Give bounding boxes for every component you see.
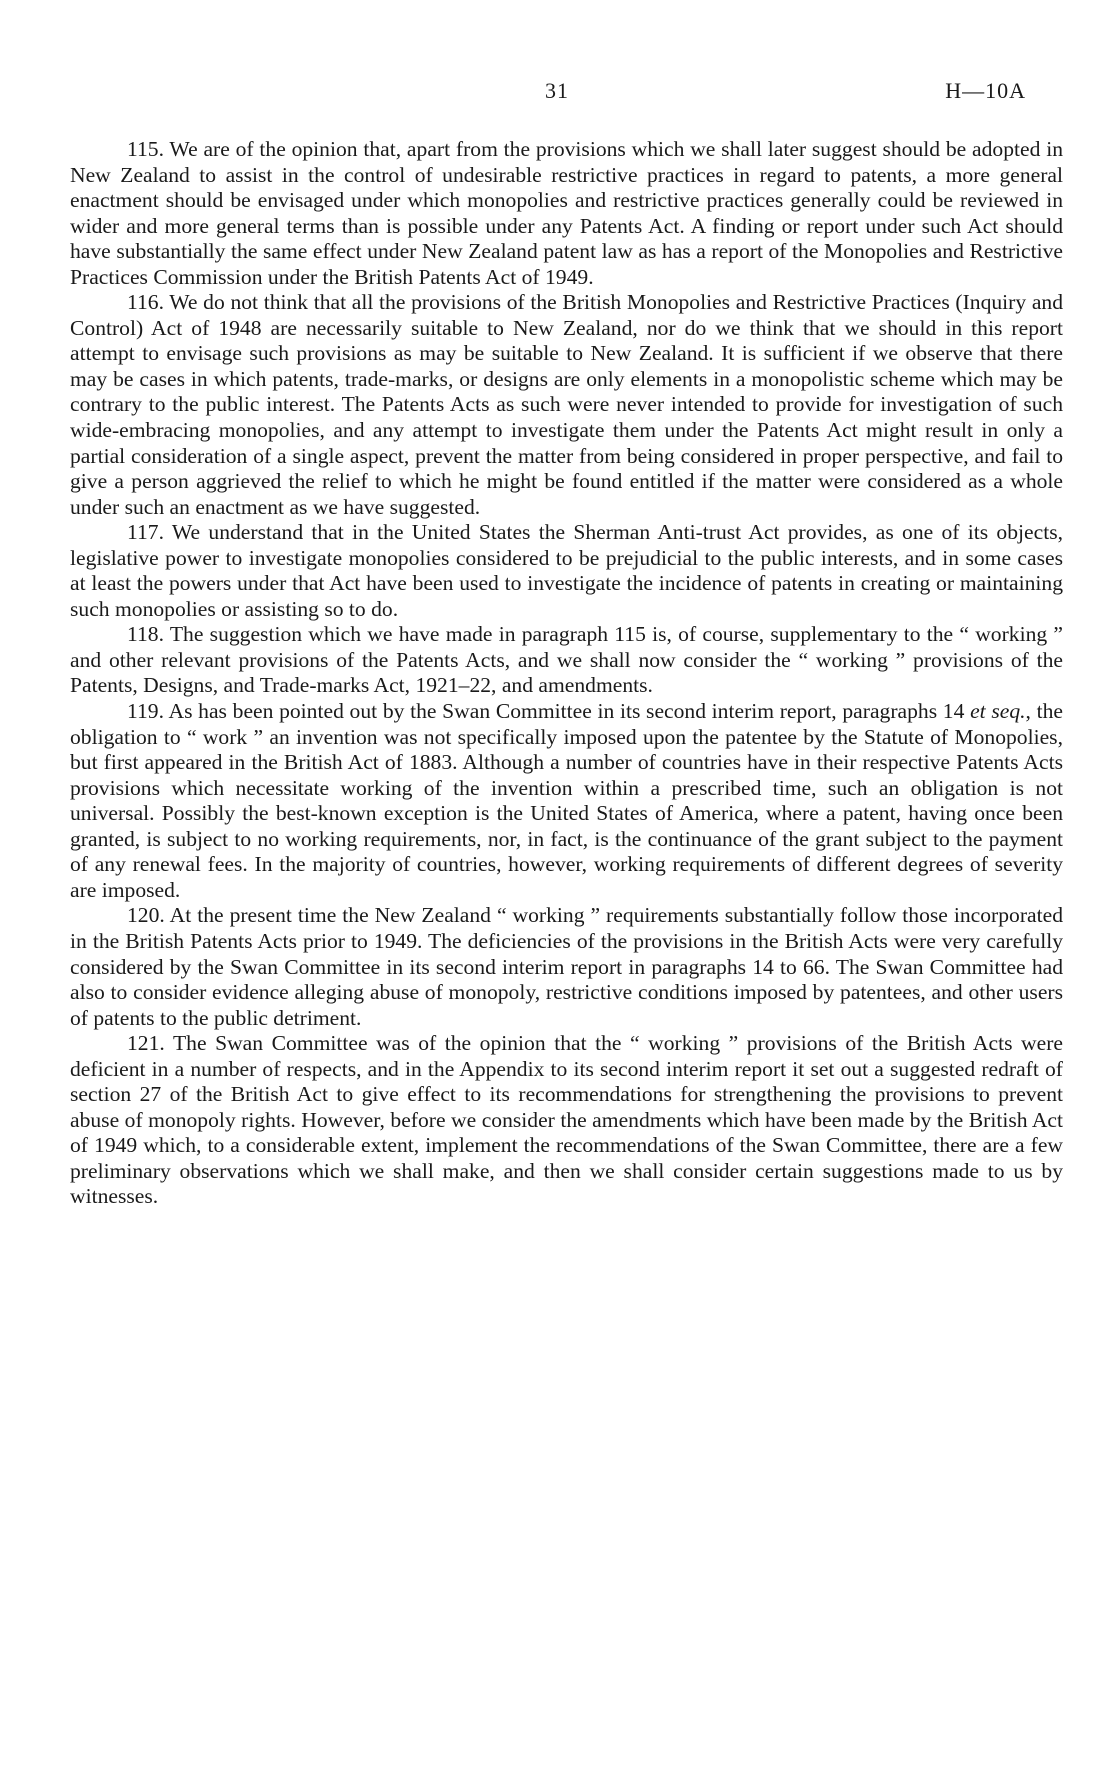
document-reference: H—10A [945, 78, 1026, 103]
document-body [70, 137, 1063, 1210]
paragraph-120 [70, 903, 1063, 1031]
paragraph-text: We understand that in the United States the Sherman Anti-trust Act provides, as one of its objects, legislative power to investigate monopolies considered to be prejudicial to the public interests, and in some cases at least the powers under that Act have been used to investigate the incidence of patents in creating or maintaining such monopolies or assisting so to do. [70, 520, 1063, 621]
paragraph-118 [70, 622, 1063, 699]
paragraph-text-italic: et seq. [970, 699, 1026, 724]
paragraph-text: The suggestion which we have made in paragraph 115 is, of course, supplementary to the “ working ” and other relevant provisions of the Patents Acts, and we shall now consider the “ working ” provisions of the Patents, Designs, and Trade-marks Act, 1921–22, and amendments. [70, 622, 1063, 698]
paragraph-121 [70, 1031, 1063, 1210]
page-number: 31 [545, 78, 569, 103]
paragraph-number: 119. [127, 699, 164, 724]
paragraph-116 [70, 290, 1063, 520]
paragraph-text-after: , the obligation to “ work ” an invention was not specifically imposed upon the patentee by the Statute of Monopolies, but first appeared in the British Act of 1883. Although a number of countries have in their respective Patents Acts provisions which necessitate working of the invention within a prescribed time, such an obligation is not universal. Possibly the best-known exception is the United States of America, where a patent, having once been granted, is subject to no working requirements, nor, in fact, is the continuance of the grant subject to the payment of any renewal fees. In the majority of countries, however, working requirements of different degrees of severity are imposed. [70, 699, 1063, 902]
paragraph-text: We do not think that all the provisions of the British Monopolies and Restrictive Practices (Inquiry and Control) Act of 1948 are necessarily suitable to New Zealand, nor do we think that we should in this report attempt to envisage such provisions as may be suitable to New Zealand. It is sufficient if we observe that there may be cases in which patents, trade-marks, or designs are only elements in a monopolistic scheme which may be contrary to the public interest. The Patents Acts as such were never intended to provide for investigation of such wide-embracing monopolies, and any attempt to investigate them under the Patents Act might result in only a partial consideration of a single aspect, prevent the matter from being considered in proper perspective, and fail to give a person aggrieved the relief to which he might be found entitled if the matter were considered as a whole under such an enactment as we have suggested. [70, 290, 1063, 519]
paragraph-text: At the present time the New Zealand “ working ” requirements substantially follow those incorporated in the British Patents Acts prior to 1949. The deficiencies of the provisions in the British Acts were very carefully considered by the Swan Committee in its second interim report in paragraphs 14 to 66. The Swan Committee had also to consider evidence alleging abuse of monopoly, restrictive conditions imposed by patentees, and other users of patents to the public detriment. [70, 903, 1063, 1030]
paragraph-number: 115. [127, 137, 164, 161]
paragraph-number: 118. [127, 622, 164, 647]
paragraph-number: 120. [127, 903, 165, 928]
paragraph-text: The Swan Committee was of the opinion that the “ working ” provisions of the British Acts were deficient in a number of respects, and in the Appendix to its second interim report it set out a suggested redraft of section 27 of the British Act to give effect to its recommendations for strengthening the provisions to prevent abuse of monopoly rights. However, before we consider the amendments which have been made by the British Act of 1949 which, to a considerable extent, implement the recommendations of the Swan Committee, there are a few preliminary observations which we shall make, and then we shall consider certain suggestions made to us by witnesses. [70, 1031, 1063, 1209]
paragraph-number: 117. [127, 520, 164, 545]
paragraph-number: 121. [127, 1031, 165, 1056]
paragraph-number: 116. [127, 290, 164, 315]
paragraph-115 [70, 137, 1063, 290]
paragraph-117 [70, 520, 1063, 622]
paragraph-119 [70, 699, 1063, 903]
paragraph-text-before: As has been pointed out by the Swan Committee in its second interim report, paragraphs 14 [168, 699, 971, 724]
paragraph-text: We are of the opinion that, apart from the provisions which we shall later suggest should be adopted in New Zealand to assist in the control of undesirable restrictive practices in regard to patents, a more general enactment should be envisaged under which monopolies and restrictive practices generally could be reviewed in wider and more general terms than is possible under any Patents Act. A finding or report under such Act should have substantially the same effect under New Zealand patent law as has a report of the Monopolies and Restrictive Practices Commission under the British Patents Act of 1949. [70, 137, 1064, 289]
